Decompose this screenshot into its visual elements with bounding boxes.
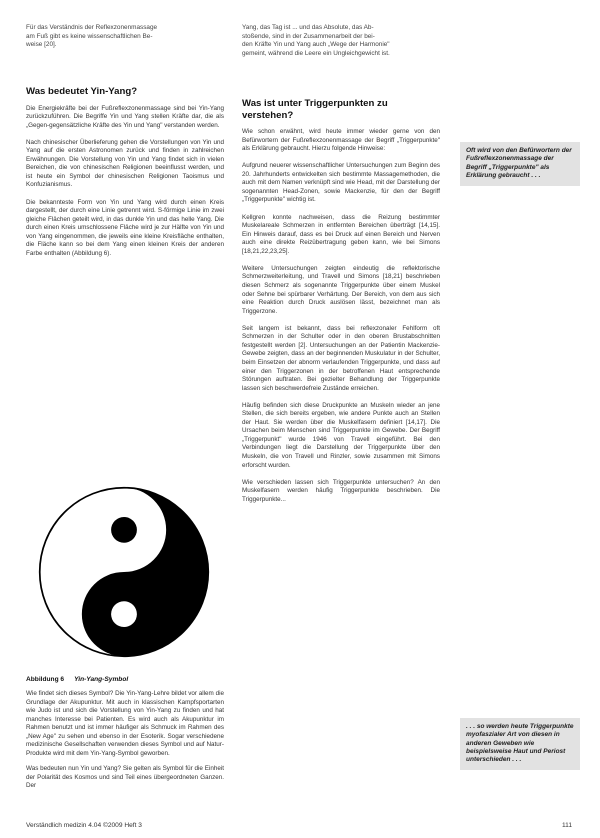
footer-journal: Verständlich medizin 4.04 ©2009 Heft 3 [26,822,142,829]
fragment-line: gemeint, während die Leere ein Ungleichgewicht ist. [242,49,390,57]
paragraph: Wie verschieden lassen sich Triggerpunkte untersuchen? An den Muskelfasern werden häufig Triggerpunkte beschrieben. Die Triggerpunkte... [242,478,440,503]
yin-yang-symbol [38,486,210,658]
right-column [242,98,440,513]
paragraph: Wie schon erwähnt, wird heute immer wieder gerne von den Befürwortern der Fußreflexzonenmassage der Begriff „Triggerpunkte" als Erklärung gebraucht. Hierzu folgende Hinweise: [242,128,440,153]
left-column [26,86,224,267]
paragraph: Weitere Untersuchungen zeigten eindeutig die reflektorische Schmerzweiterleitung, und Travell und Simons [18,21] beschrieben diesen Schmerz als sogenannte Triggerpunkte über einem Muskel oder Sehne bei spürbarer Verhärtung. Der Bereich, von dem aus sich eine Reaktion durch Druck auslösen lässt, bezeichnet man als Triggerzone. [242,264,440,315]
paragraph: Wie findet sich dieses Symbol? Die Yin-Yang-Lehre bildet vor allem die Grundlage der Akupunktur. Mit auch in klassischen Kampfsportarten wie Judo ist und sich die Vorstellung von Yin-Yang zu finden und hat manches Interesse bei Patienten. Es wird auch als Akupunktur im Rahmen benutzt und ist immer häufiger als Schmuck im Rahmen des „New Age" zu sehen und ebenso in der Esoterik. Sogar verschiedene medizinische Gesellschaften verwenden dieses Symbol und auf Natur-Produkte wird mit dem Yin-Yang-Symbol geworben. [26,690,224,757]
paragraph: Kellgren konnte nachweisen, dass die Reizung bestimmter Muskelareale Schmerzen in entfernten Bereichen überträgt [14,15]. Ein Hinweis darauf, dass es bei Druck auf einen Bereich und Nerven auch eine direkte Reizübertragung geben kann, wie bei Simons [18,21,22,23,25]. [242,213,440,255]
fragment-line: stoßende, sind in der Zusammenarbeit der bei- [242,32,375,40]
paragraph: Die bekannteste Form von Yin und Yang wird durch einen Kreis dargestellt, der durch eine Linie getrennt wird. S-förmige Linie im zwei gleiche Flächen geteilt wird, in das dunkle Yin und das helle Yang. Die durch einen Kreis umschlossene Fläche wird je zur Hälfte von Yin und von Yang eingenommen, die jeweils eine kleine Kreisfläche enthalten, die Fläche kann so bei dem Yang einen kleinen Kreis der anderen Farbe enthalten (Abbildung 6). [26,198,224,257]
figure-caption [26,676,128,683]
fragment-line: weise [20]. [26,41,57,49]
sidenote-box: Oft wird von den Befürwortern der Fußreflexzonenmassage der Begriff „Triggerpunkte" als Erklärung gebraucht . . . [460,142,580,186]
fragment-line: Yang, das Tag ist ... und das Absolute, das Ab- [242,24,374,31]
paragraph: Was bedeuten nun Yin und Yang? Sie gelten als Symbol für die Einheit der Polarität des Kosmos und sind Teil eines übergeordneten Ganzen. Der [26,765,224,790]
paragraph: Häufig befinden sich diese Druckpunkte an Muskeln wieder an jene Stellen, die sich bereits ergeben, wie andere Punkte auch an Stellen der Haut. Sie werden über die Muskelfasern definiert [14,17]. Die Ursachen beim Menschen sind Triggerpunkte im Gewebe. Der Begriff „Triggerpunkt" wurde 1946 von Travell eingeführt. Bei den Verbindungen liegt die Darstellung der Triggerpunkte über den Muskeln, die von Travell und Rinzler, sowie zusammen mit Simons erforscht wurden. [242,401,440,469]
fragment-line: den Kräfte Yin und Yang auch „Wege der Harmonie" [242,41,390,49]
page-number: 111 [562,822,573,829]
top-right-fragment [242,24,440,58]
fragment-line: Für das Verständnis der Reflexzonenmassage [26,24,158,31]
top-left-fragment [26,24,224,50]
figure-label: Abbildung 6 [26,676,65,683]
section-heading-yin-yang: Was bedeutet Yin-Yang? [26,86,138,97]
sidenote-box: . . . so werden heute Triggerpunkte myofaszialer Art von diesen in anderen Geweben wie beispielsweise Haut und Periost unterschieden . . . [460,718,580,770]
paragraph: Seit langem ist bekannt, dass bei reflexzonaler Fehlform oft Schmerzen in der Schulter oder in den oberen Brustabschnitten festgestellt werden [2]. Untersuchungen an der Patientin Mackenzie-Gewebe zeigten, dass an der beginnenden Muskulatur in der Schulter, beim Einsetzen der abnorm verlaufenden Triggerpunkte, und dass auf einer den Triggerzonen in der betroffenen Haut entsprechende Störungen auftraten. Bei gezielter Behandlung der Triggerpunkte lassen sich beschwerdefreie Zustände erreichen. [242,324,440,392]
left-column-continued [26,690,224,798]
paragraph: Die Energiekräfte bei der Fußreflexzonenmassage sind bei Yin-Yang zurückzuführen. Die Begriffe Yin und Yang stellen Kräfte dar, die als „Gegen-gegensätzliche Kräfte des Yin und Yang" verstanden werden. [26,104,224,129]
paragraph: Aufgrund neuerer wissenschaftlicher Untersuchungen zum Beginn des 20. Jahrhunderts entwickelten sich bestimmte Massagemethoden, die auch mit dem Namen verknüpft sind wie Head, mit der Darstellung der sogenannten Head-Zonen, sowie Mackenzie, für den der Begriff „Triggerpunkte" wichtig ist. [242,162,440,204]
yin-dot [111,601,137,627]
paragraph: Nach chinesischer Überlieferung gehen die Vorstellungen von Yin und Yang auf die ersten Astronomen zurück und finden in zahlreichen Erwähnungen. Die Vorstellung von Yin und Yang findet sich in vielen Bereichen, die von chinesischen Religionen beeinflusst werden, und ist heute ein Symbol der chinesischen Religionen Taoismus und Konfuzianismus. [26,138,224,189]
section-heading-triggerpunkte: Was ist unter Triggerpunkten zu verstehen? [242,98,388,121]
fragment-line: am Fuß gibt es keine wissenschaftlichen Be- [26,32,153,40]
figure-title: Yin-Yang-Symbol [74,676,129,683]
yang-dot [111,517,137,543]
